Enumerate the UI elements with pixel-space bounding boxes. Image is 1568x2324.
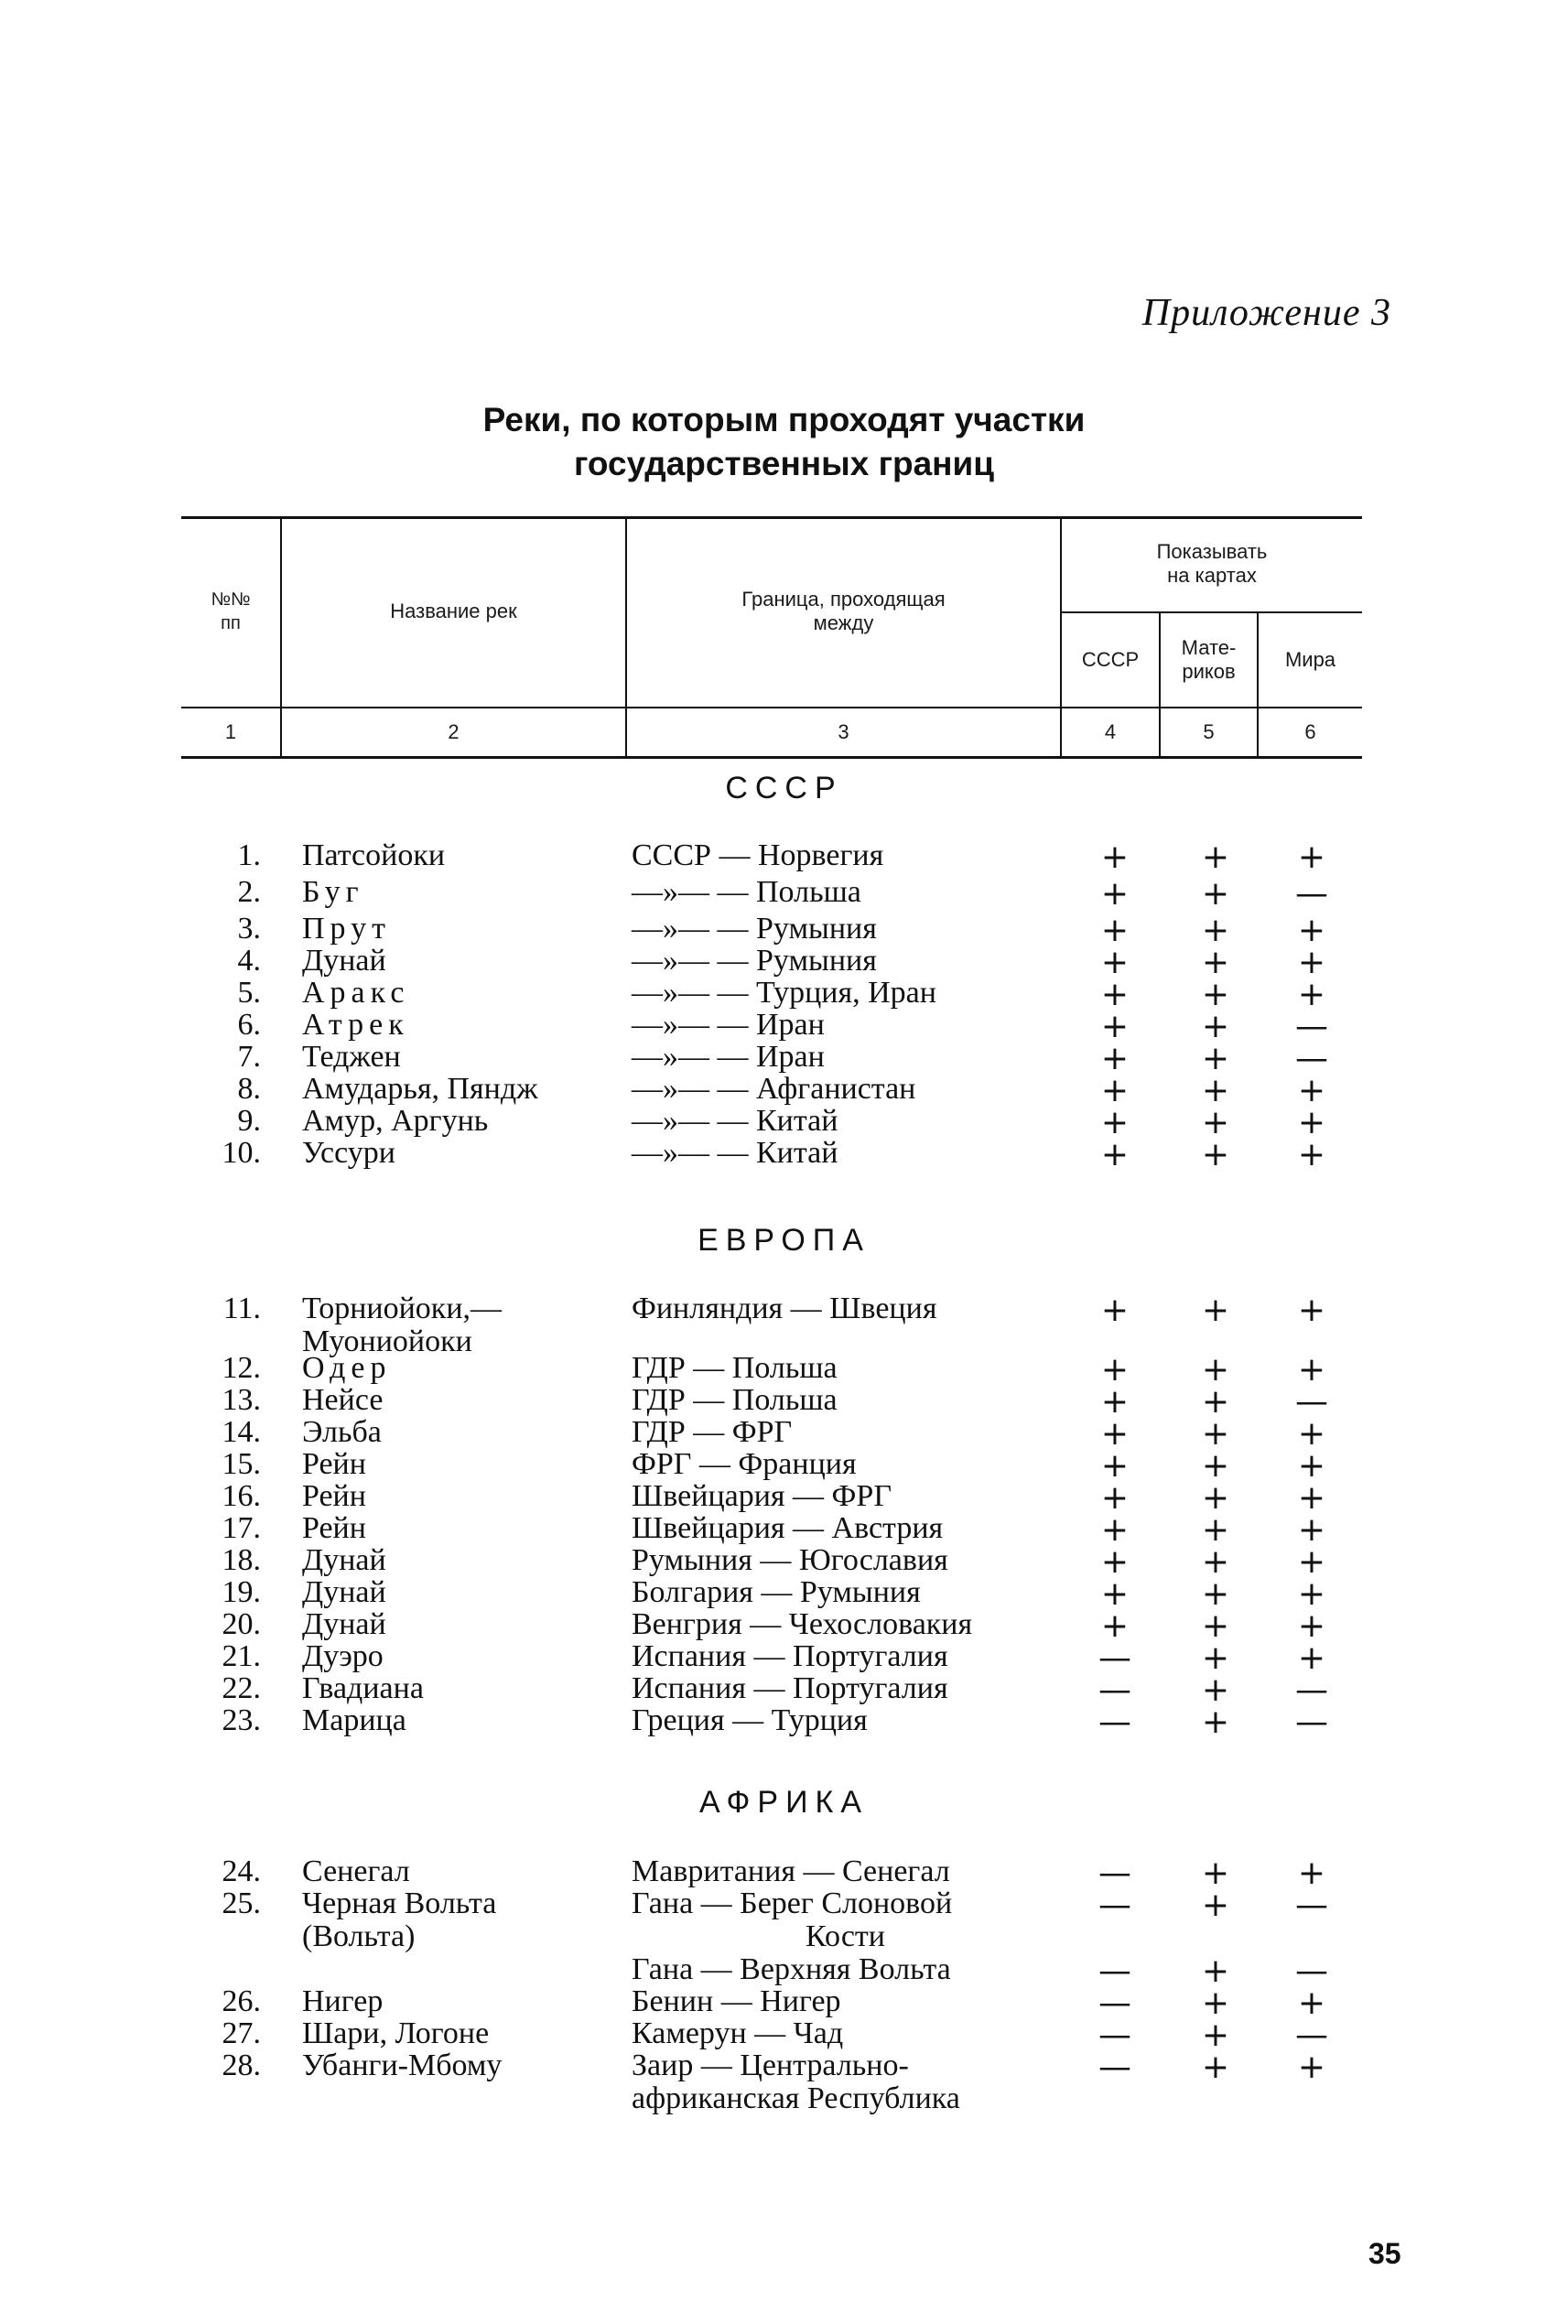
mark-ussr: + xyxy=(1100,1136,1130,1173)
header-col-world: Мира xyxy=(1284,648,1336,671)
border-between-line-2: Кости xyxy=(806,1919,885,1953)
table-row xyxy=(0,1383,1568,1420)
row-number: 3. xyxy=(237,912,261,946)
table-row xyxy=(0,2048,1568,2117)
mark-continents: + xyxy=(1201,1671,1230,1709)
table-row xyxy=(0,1104,1568,1140)
mark-ussr: + xyxy=(1100,912,1130,949)
border-between: Камерун — Чад xyxy=(632,2016,844,2050)
river-name: Дунай xyxy=(302,944,386,978)
mark-world: + xyxy=(1297,1136,1326,1173)
mark-ussr: + xyxy=(1100,875,1130,913)
header-col-name: Название рек xyxy=(390,600,517,622)
border-between: —»— — Польша xyxy=(632,875,861,909)
row-number: 18. xyxy=(222,1543,261,1577)
mark-continents: + xyxy=(1201,875,1230,913)
mark-continents: + xyxy=(1201,1447,1230,1485)
mark-ussr: — xyxy=(1098,2016,1131,2054)
mark-ussr: + xyxy=(1100,1447,1130,1485)
table-row xyxy=(0,1703,1568,1740)
river-name: Дунай xyxy=(302,1607,386,1641)
table-row xyxy=(0,976,1568,1012)
row-number: 13. xyxy=(222,1383,261,1417)
mark-continents: + xyxy=(1201,2016,1230,2054)
mark-continents: + xyxy=(1201,1383,1230,1421)
mark-world: + xyxy=(1297,912,1326,949)
border-between: Испания — Португалия xyxy=(632,1639,948,1673)
mark-continents: + xyxy=(1201,1072,1230,1109)
mark-continents: + xyxy=(1201,1984,1230,2022)
section-title-europe: ЕВРОПА xyxy=(697,1223,871,1258)
river-name: Нейсе xyxy=(302,1383,384,1417)
mark-ussr: — xyxy=(1098,2048,1131,2086)
mark-world: + xyxy=(1297,944,1326,981)
river-name: Прут xyxy=(302,912,391,946)
river-name: Сенегал xyxy=(302,1854,410,1888)
river-name: Теджен xyxy=(302,1040,401,1074)
mark-world: — xyxy=(1295,1952,1328,1990)
table-row xyxy=(0,2016,1568,2053)
border-between: —»— — Афганистан xyxy=(632,1072,916,1106)
mark-world: + xyxy=(1297,976,1326,1013)
mark-continents: + xyxy=(1201,1351,1230,1389)
mark-world: + xyxy=(1297,1543,1326,1581)
row-number: 26. xyxy=(222,1984,261,2018)
river-name: Амур, Аргунь xyxy=(302,1104,489,1138)
border-between: Заир — Центрально- xyxy=(632,2048,909,2082)
river-name: Дунай xyxy=(302,1543,386,1577)
river-name: Марица xyxy=(302,1703,406,1737)
border-between: Швейцария — ФРГ xyxy=(632,1479,892,1513)
border-between: Румыния — Югославия xyxy=(632,1543,948,1577)
table-row xyxy=(0,1511,1568,1548)
border-between: ГДР — Польша xyxy=(632,1383,838,1417)
mark-world: — xyxy=(1295,1886,1328,1924)
river-name: Атрек xyxy=(302,1008,409,1042)
border-between: —»— — Румыния xyxy=(632,912,877,946)
mark-ussr: — xyxy=(1098,1639,1131,1677)
border-between-line-2: африканская Республика xyxy=(632,2081,960,2115)
border-between: Венгрия — Чехословакия xyxy=(632,1607,973,1641)
mark-world: + xyxy=(1297,1447,1326,1485)
mark-continents: + xyxy=(1201,1008,1230,1045)
river-name: Дуэро xyxy=(302,1639,384,1673)
mark-world: + xyxy=(1297,1575,1326,1613)
border-between: ГДР — Польша xyxy=(632,1351,838,1385)
mark-ussr: + xyxy=(1100,944,1130,981)
mark-world: + xyxy=(1297,1607,1326,1645)
header-col-num: №№ пп xyxy=(211,589,251,633)
table-row xyxy=(0,1351,1568,1388)
border-between: Гана — Берег Слоновой xyxy=(632,1886,953,1920)
border-between: Греция — Турция xyxy=(632,1703,868,1737)
mark-continents: + xyxy=(1201,976,1230,1013)
header-index-2: 2 xyxy=(448,720,460,743)
mark-world: + xyxy=(1297,838,1326,876)
table-row xyxy=(0,1607,1568,1644)
table-row xyxy=(0,1575,1568,1612)
page-number: 35 xyxy=(1368,2237,1401,2270)
river-name: Рейн xyxy=(302,1511,366,1545)
row-number: 6. xyxy=(237,1008,261,1042)
mark-world: + xyxy=(1297,1511,1326,1549)
row-number: 27. xyxy=(222,2016,261,2050)
row-number: 9. xyxy=(237,1104,261,1138)
row-number: 17. xyxy=(222,1511,261,1545)
row-number: 12. xyxy=(222,1351,261,1385)
title-line-1: Реки, по которым проходят участки xyxy=(482,401,1086,438)
header-col-border: Граница, проходящая между xyxy=(741,588,946,634)
mark-world: + xyxy=(1297,1351,1326,1389)
border-between: Испания — Португалия xyxy=(632,1671,948,1705)
river-name: Рейн xyxy=(302,1479,366,1513)
mark-ussr: + xyxy=(1100,1415,1130,1453)
table-row xyxy=(0,1072,1568,1108)
mark-ussr: + xyxy=(1100,1511,1130,1549)
row-number: 11. xyxy=(222,1292,261,1325)
row-number: 4. xyxy=(237,944,261,978)
appendix-label: Приложение 3 xyxy=(1141,292,1391,334)
mark-ussr: + xyxy=(1100,1008,1130,1045)
mark-ussr: + xyxy=(1100,1607,1130,1645)
mark-world: + xyxy=(1297,1292,1326,1329)
mark-continents: + xyxy=(1201,2048,1230,2086)
row-number: 28. xyxy=(222,2048,261,2082)
border-between: —»— — Турция, Иран xyxy=(632,976,936,1010)
row-number: 15. xyxy=(222,1447,261,1481)
mark-world: — xyxy=(1295,1671,1328,1709)
section-title-africa: АФРИКА xyxy=(699,1785,869,1820)
river-name: Убанги-Мбому xyxy=(302,2048,503,2082)
table-row xyxy=(0,838,1568,875)
mark-continents: + xyxy=(1201,1136,1230,1173)
table-row xyxy=(0,1952,1568,1989)
mark-world: — xyxy=(1295,875,1328,913)
mark-ussr: + xyxy=(1100,1292,1130,1329)
mark-ussr: + xyxy=(1100,1104,1130,1141)
mark-continents: + xyxy=(1201,1575,1230,1613)
table-row xyxy=(0,1543,1568,1580)
header-index-3: 3 xyxy=(838,720,849,743)
mark-world: + xyxy=(1297,1415,1326,1453)
border-between: —»— — Иран xyxy=(632,1040,825,1074)
river-name: Уссури xyxy=(302,1136,395,1170)
table-row xyxy=(0,1671,1568,1708)
header-index-4: 4 xyxy=(1104,720,1117,743)
table-row xyxy=(0,1984,1568,2021)
river-name: Рейн xyxy=(302,1447,366,1481)
mark-world: + xyxy=(1297,1984,1326,2022)
mark-ussr: + xyxy=(1100,1383,1130,1421)
mark-continents: + xyxy=(1201,1511,1230,1549)
river-name: Дунай xyxy=(302,1575,386,1609)
mark-ussr: + xyxy=(1100,1040,1130,1077)
table-row xyxy=(0,1854,1568,1891)
mark-world: — xyxy=(1295,1040,1328,1077)
mark-world: + xyxy=(1297,1072,1326,1109)
row-number: 8. xyxy=(237,1072,261,1106)
mark-ussr: — xyxy=(1098,1952,1131,1990)
row-number: 10. xyxy=(222,1136,261,1170)
border-between: СССР — Норвегия xyxy=(632,838,884,872)
header-col-show: Показывать на картах xyxy=(1156,540,1268,587)
mark-world: — xyxy=(1295,1383,1328,1421)
border-between: Бенин — Нигер xyxy=(632,1984,841,2018)
mark-continents: + xyxy=(1201,1415,1230,1453)
table-row xyxy=(0,1886,1568,1955)
mark-world: — xyxy=(1295,1008,1328,1045)
table-row xyxy=(0,875,1568,912)
mark-continents: + xyxy=(1201,838,1230,876)
mark-ussr: + xyxy=(1100,1479,1130,1517)
river-name: Шари, Логоне xyxy=(302,2016,490,2050)
row-number: 5. xyxy=(237,976,261,1010)
mark-world: + xyxy=(1297,1104,1326,1141)
mark-ussr: + xyxy=(1100,1575,1130,1613)
river-name: Одер xyxy=(302,1351,392,1385)
mark-world: + xyxy=(1297,1854,1326,1892)
mark-world: + xyxy=(1297,1479,1326,1517)
river-name: Аракс xyxy=(302,976,410,1010)
mark-continents: + xyxy=(1201,1886,1230,1924)
header-index-6: 6 xyxy=(1304,720,1316,743)
mark-ussr: — xyxy=(1098,1703,1131,1741)
mark-continents: + xyxy=(1201,1479,1230,1517)
border-between: Гана — Верхняя Вольта xyxy=(632,1952,951,1986)
row-number: 21. xyxy=(222,1639,261,1673)
mark-world: — xyxy=(1295,2016,1328,2054)
border-between: Швейцария — Австрия xyxy=(632,1511,944,1545)
mark-ussr: + xyxy=(1100,1543,1130,1581)
row-number: 22. xyxy=(222,1671,261,1705)
river-name: Гвадиана xyxy=(302,1671,424,1705)
mark-continents: + xyxy=(1201,1292,1230,1329)
table-row xyxy=(0,1040,1568,1076)
mark-continents: + xyxy=(1201,1952,1230,1990)
mark-world: + xyxy=(1297,2048,1326,2086)
mark-continents: + xyxy=(1201,1703,1230,1741)
row-number: 2. xyxy=(237,875,261,909)
table-row xyxy=(0,912,1568,948)
river-name: Буг xyxy=(302,875,364,909)
mark-continents: + xyxy=(1201,944,1230,981)
border-between: ГДР — ФРГ xyxy=(632,1415,793,1449)
table-row xyxy=(0,1136,1568,1173)
mark-world: + xyxy=(1297,1639,1326,1677)
border-between: —»— — Китай xyxy=(632,1136,838,1170)
river-name: Патсойоки xyxy=(302,838,446,872)
river-name-line-2: Муониойоки xyxy=(302,1324,472,1358)
header-index-1: 1 xyxy=(224,720,237,743)
mark-continents: + xyxy=(1201,1854,1230,1892)
border-between: —»— — Китай xyxy=(632,1104,838,1138)
mark-ussr: + xyxy=(1100,838,1130,876)
table-row xyxy=(0,1415,1568,1452)
mark-continents: + xyxy=(1201,1607,1230,1645)
mark-world: — xyxy=(1295,1703,1328,1741)
mark-ussr: — xyxy=(1098,1886,1131,1924)
border-between: —»— — Иран xyxy=(632,1008,825,1042)
mark-ussr: — xyxy=(1098,1984,1131,2022)
mark-ussr: — xyxy=(1098,1671,1131,1709)
border-between: Финляндия — Швеция xyxy=(632,1292,937,1325)
river-name: Черная Вольта xyxy=(302,1886,497,1920)
row-number: 24. xyxy=(222,1854,261,1888)
row-number: 7. xyxy=(237,1040,261,1074)
border-between: ФРГ — Франция xyxy=(632,1447,857,1481)
river-name: Амударья, Пяндж xyxy=(302,1072,538,1106)
river-name: Нигер xyxy=(302,1984,384,2018)
header-index-5: 5 xyxy=(1203,720,1215,743)
table-row xyxy=(0,1479,1568,1516)
row-number: 19. xyxy=(222,1575,261,1609)
title-line-2: государственных границ xyxy=(573,445,995,482)
mark-continents: + xyxy=(1201,1040,1230,1077)
header-col-ussr: СССР xyxy=(1081,648,1140,671)
mark-continents: + xyxy=(1201,1104,1230,1141)
row-number: 20. xyxy=(222,1607,261,1641)
river-name: Эльба xyxy=(302,1415,382,1449)
border-between: Болгария — Румыния xyxy=(632,1575,921,1609)
border-between: —»— — Румыния xyxy=(632,944,877,978)
mark-ussr: + xyxy=(1100,1072,1130,1109)
row-number: 14. xyxy=(222,1415,261,1449)
row-number: 25. xyxy=(222,1886,261,1920)
table-row xyxy=(0,1447,1568,1484)
river-name: Торниойоки,— xyxy=(302,1292,503,1325)
row-number: 23. xyxy=(222,1703,261,1737)
row-number: 1. xyxy=(237,838,261,872)
table-row xyxy=(0,1639,1568,1676)
row-number: 16. xyxy=(222,1479,261,1513)
mark-continents: + xyxy=(1201,912,1230,949)
mark-continents: + xyxy=(1201,1543,1230,1581)
section-title-ussr: СССР xyxy=(725,771,843,805)
border-between: Мавритания — Сенегал xyxy=(632,1854,950,1888)
mark-ussr: + xyxy=(1100,1351,1130,1389)
mark-continents: + xyxy=(1201,1639,1230,1677)
table-row xyxy=(0,944,1568,980)
table-row xyxy=(0,1008,1568,1044)
header-col-continents: Мате- риков xyxy=(1181,636,1237,683)
mark-ussr: — xyxy=(1098,1854,1131,1892)
mark-ussr: + xyxy=(1100,976,1130,1013)
river-name-line-2: (Вольта) xyxy=(302,1919,416,1953)
